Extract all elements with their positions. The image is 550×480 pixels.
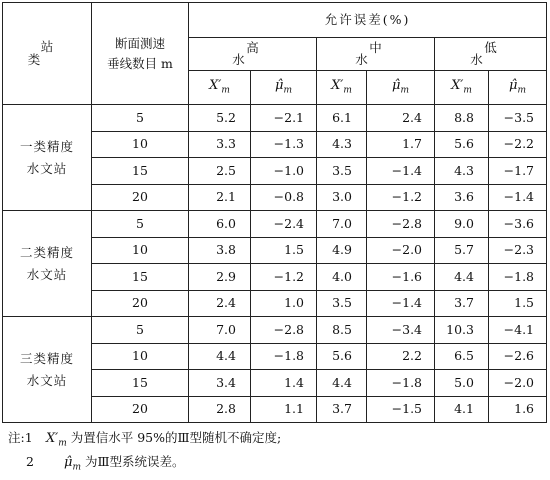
value-cell: 1.5 xyxy=(251,237,317,264)
value-cell: 4.9 xyxy=(317,237,367,264)
value-cell: −1.6 xyxy=(367,264,435,291)
note-1-index: 注:1 xyxy=(8,430,33,445)
value-cell: −2.8 xyxy=(251,317,317,344)
station-class-header: 站 类 xyxy=(3,3,92,105)
value-cell: 3.3 xyxy=(189,131,251,158)
table-body xyxy=(3,105,547,423)
value-cell: −1.8 xyxy=(251,343,317,370)
verticals-count-header: 断面测速 垂线数目 m xyxy=(92,3,189,105)
value-cell: 5.0 xyxy=(435,370,489,397)
value-cell: −2.4 xyxy=(251,211,317,238)
allowable-error-header: 允许误差(%) xyxy=(189,3,547,38)
note-2-text: 为Ⅲ型系统误差。 xyxy=(84,454,185,469)
high-water-mu-header: $\mû_m$ xyxy=(251,71,317,105)
verticals-count-cell: 15 xyxy=(92,158,189,185)
value-cell: 1.5 xyxy=(489,290,547,317)
note-1-text: 为置信水平 95%的Ⅲ型随机不确定度; xyxy=(70,430,282,445)
value-cell: −2.8 xyxy=(367,211,435,238)
station-class-cell: 三类精度 水文站 xyxy=(3,317,92,423)
medium-water-mu-header: $\mû_m$ xyxy=(367,71,435,105)
low-water-header: 低 水 xyxy=(435,38,547,71)
value-cell: 1.4 xyxy=(251,370,317,397)
value-cell: −2.0 xyxy=(489,370,547,397)
verticals-count-cell: 5 xyxy=(92,317,189,344)
value-cell: 6.5 xyxy=(435,343,489,370)
value-cell: 5.6 xyxy=(317,343,367,370)
value-cell: −2.1 xyxy=(251,105,317,132)
value-cell: 3.6 xyxy=(435,184,489,211)
note-1-symbol: $X'_m$ xyxy=(45,431,67,449)
verticals-count-cell: 10 xyxy=(92,131,189,158)
verticals-count-cell: 5 xyxy=(92,211,189,238)
value-cell: 2.4 xyxy=(367,105,435,132)
value-cell: −2.0 xyxy=(367,237,435,264)
value-cell: 5.6 xyxy=(435,131,489,158)
verticals-count-cell: 20 xyxy=(92,290,189,317)
value-cell: 1.6 xyxy=(489,396,547,423)
value-cell: 6.0 xyxy=(189,211,251,238)
verticals-count-cell: 15 xyxy=(92,264,189,291)
value-cell: 1.1 xyxy=(251,396,317,423)
value-cell: −2.6 xyxy=(489,343,547,370)
verticals-count-cell: 10 xyxy=(92,237,189,264)
value-cell: 3.0 xyxy=(317,184,367,211)
value-cell: 3.5 xyxy=(317,290,367,317)
value-cell: −1.7 xyxy=(489,158,547,185)
value-cell: 2.8 xyxy=(189,396,251,423)
value-cell: −1.4 xyxy=(367,290,435,317)
value-cell: 2.1 xyxy=(189,184,251,211)
value-cell: 4.4 xyxy=(435,264,489,291)
verticals-count-cell: 10 xyxy=(92,343,189,370)
high-water-header: 高 水 xyxy=(189,38,317,71)
value-cell: 6.1 xyxy=(317,105,367,132)
table-row xyxy=(3,317,547,344)
value-cell: 7.0 xyxy=(189,317,251,344)
value-cell: −4.1 xyxy=(489,317,547,344)
low-water-x-header: $X'_m$ xyxy=(435,71,489,105)
value-cell: −3.6 xyxy=(489,211,547,238)
note-2-symbol: $\mû_m$ xyxy=(63,455,81,473)
value-cell: 4.4 xyxy=(317,370,367,397)
table-row xyxy=(3,211,547,238)
value-cell: −1.5 xyxy=(367,396,435,423)
value-cell: −3.4 xyxy=(367,317,435,344)
value-cell: 2.9 xyxy=(189,264,251,291)
value-cell: 3.5 xyxy=(317,158,367,185)
medium-water-x-header: $X'_m$ xyxy=(317,71,367,105)
value-cell: 10.3 xyxy=(435,317,489,344)
note-2 xyxy=(8,450,281,474)
table-row xyxy=(3,105,547,132)
high-water-x-header: $X'_m$ xyxy=(189,71,251,105)
value-cell: 2.2 xyxy=(367,343,435,370)
value-cell: 2.5 xyxy=(189,158,251,185)
value-cell: 1.0 xyxy=(251,290,317,317)
value-cell: −2.3 xyxy=(489,237,547,264)
table-header xyxy=(3,3,547,105)
value-cell: 7.0 xyxy=(317,211,367,238)
medium-water-header: 中 水 xyxy=(317,38,435,71)
value-cell: −1.4 xyxy=(367,158,435,185)
value-cell: 5.2 xyxy=(189,105,251,132)
value-cell: −2.2 xyxy=(489,131,547,158)
value-cell: −1.8 xyxy=(367,370,435,397)
value-cell: −3.5 xyxy=(489,105,547,132)
value-cell: 4.0 xyxy=(317,264,367,291)
low-water-mu-header: $\mû_m$ xyxy=(489,71,547,105)
allowable-error-table xyxy=(2,2,547,423)
value-cell: −0.8 xyxy=(251,184,317,211)
verticals-count-cell: 15 xyxy=(92,370,189,397)
value-cell: 4.1 xyxy=(435,396,489,423)
value-cell: 3.7 xyxy=(435,290,489,317)
value-cell: 8.8 xyxy=(435,105,489,132)
value-cell: −1.0 xyxy=(251,158,317,185)
station-class-cell: 二类精度 水文站 xyxy=(3,211,92,317)
value-cell: −1.2 xyxy=(251,264,317,291)
verticals-count-cell: 20 xyxy=(92,396,189,423)
value-cell: 3.7 xyxy=(317,396,367,423)
station-class-cell: 一类精度 水文站 xyxy=(3,105,92,211)
value-cell: −1.3 xyxy=(251,131,317,158)
verticals-count-cell: 20 xyxy=(92,184,189,211)
value-cell: 2.4 xyxy=(189,290,251,317)
value-cell: 9.0 xyxy=(435,211,489,238)
value-cell: 4.4 xyxy=(189,343,251,370)
note-2-index: 2 xyxy=(26,454,34,469)
value-cell: 3.4 xyxy=(189,370,251,397)
value-cell: −1.2 xyxy=(367,184,435,211)
value-cell: 3.8 xyxy=(189,237,251,264)
value-cell: −1.4 xyxy=(489,184,547,211)
value-cell: 8.5 xyxy=(317,317,367,344)
value-cell: 5.7 xyxy=(435,237,489,264)
value-cell: 4.3 xyxy=(317,131,367,158)
value-cell: 4.3 xyxy=(435,158,489,185)
note-1 xyxy=(8,426,281,450)
value-cell: −1.8 xyxy=(489,264,547,291)
table-notes xyxy=(8,426,281,474)
verticals-count-cell: 5 xyxy=(92,105,189,132)
value-cell: 1.7 xyxy=(367,131,435,158)
